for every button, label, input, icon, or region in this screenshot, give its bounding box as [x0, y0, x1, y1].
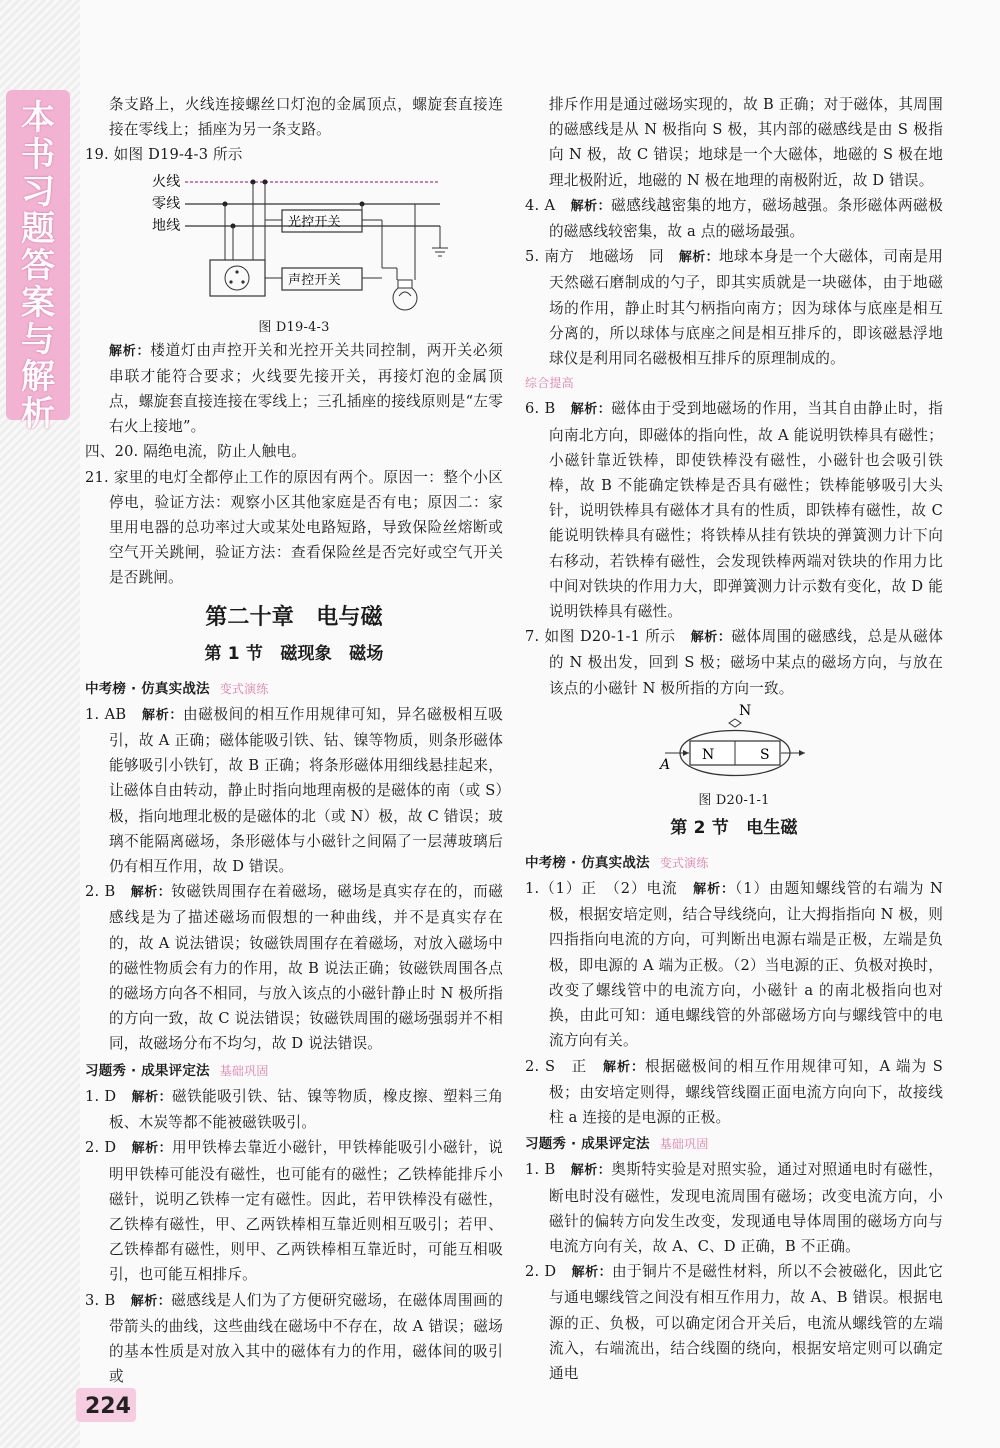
answer-item: 7. 如图 D20-1-1 所示 解析：磁体周围的磁感线，总是从磁体的 N 极出发，回到 S 极；磁场中某点的磁场方向，与放在该点的小磁针 N 极所指的方向一致。	[525, 628, 944, 697]
section-title: 第 2 节 电生磁	[670, 817, 798, 838]
side-char: 与	[21, 320, 55, 360]
answer-item: 1. D 解析：磁铁能吸引铁、钴、镍等物质，橡皮擦、塑料三角板、木炭等都不能被磁铁吸引。	[85, 1087, 503, 1132]
figure-caption: 图 D20-1-1	[698, 792, 770, 808]
q19-heading: 19. 如图 D19-4-3 所示	[85, 146, 243, 164]
answer-item: 2. D 解析：由于铜片不是磁性材料，所以不会被磁化，因此它与通电螺线管之间没有相互作用力，故 A、B 错误。根据电源的正、负极，可以确定闭合开关后，电流从螺线管的左端流入，右端流出，结合线圈的绕向，根据安培定则可以确定通电	[525, 1263, 943, 1382]
answer-item: 1. AB 解析：由磁极间的相互作用规律可知，异名磁极相互吸引，故 A 正确；磁体能吸引铁、钴、镍等物质，则条形磁体能够吸引小铁钉，故 B 正确；将条形磁体用细线悬挂起来，让磁体自由转动，静止时指向地理南极的是磁体的南（或 S）极，指向地理北极的是磁体的北（或 N）极，故 C 错误；玻璃不能隔离磁场，条形磁体与小磁针之间隔了一层薄玻璃后仍有相互作用，故 D 错误。	[85, 705, 504, 876]
circuit-figure	[85, 168, 503, 318]
wire-label-ground: 地线	[152, 217, 181, 234]
page-number: 224	[85, 1394, 131, 1419]
switch-light-label: 光控开关	[288, 214, 341, 230]
point-a-label: A	[660, 756, 671, 773]
side-char: 习	[21, 172, 55, 212]
practice-heading: 习题秀 · 成果评定法 基础巩固	[85, 1062, 269, 1079]
answer-item: 3. B 解析：磁感线是人们为了方便研究磁场，在磁体周围画的带箭头的曲线，这些曲线在磁场中不存在，故 A 错误；磁场的基本性质是对放入其中的磁体有力的作用，磁体间的吸引或	[85, 1291, 503, 1386]
chapter-title: 第二十章 电与磁	[205, 604, 383, 630]
side-char: 解	[21, 357, 55, 397]
practice-heading: 习题秀 · 成果评定法 基础巩固	[525, 1136, 709, 1153]
compass-n-label: N	[739, 702, 752, 719]
figure-caption: 图 D19-4-3	[258, 319, 330, 335]
answer-item: 1. B 解析：奥斯特实验是对照实验，通过对照通电时有磁性，断电时没有磁性，发现电流周围有磁场；改变电流方向，小磁针的偏转方向发生改变，发现通电导体周围的磁场方向与电流方向有关，故 A、C、D 正确，B 不正确。	[525, 1161, 943, 1255]
side-title	[6, 100, 70, 433]
side-char: 书	[21, 135, 55, 175]
switch-sound-label: 声控开关	[288, 272, 341, 288]
practice-tag: 基础巩固	[219, 1063, 269, 1078]
practice-heading: 中考榜 · 仿真实战法 变式演练	[85, 680, 269, 697]
q20-answer: 四、20. 隔绝电流，防止人触电。	[85, 443, 306, 461]
side-char: 题	[21, 209, 55, 249]
magnet-n-label: N	[702, 746, 715, 763]
side-char: 本	[21, 98, 55, 138]
q21-answer: 21. 家里的电灯全都停止工作的原因有两个。原因一：整个小区停电，验证方法：观察小区其他家庭是否有电；原因二：家里用电器的总功率过大或某处电路短路，导致保险丝熔断或空气开关跳闸，验证方法：查看保险丝是否完好或空气开关是否跳闸。	[85, 468, 503, 587]
answer-item: 1.（1）正 （2）电流 解析：（1）由题知螺线管的右端为 N 极，根据安培定则，结合导线绕向，让大拇指指向 N 极，则四指指向电流的方向，可判断出电源右端是正极，左端是负极，即电源的 A 端为正极。（2）当电源的正、负极对换时，改变了螺线管中的电流方向，小磁针 a 的南北极指向也对换，由此可知：通电螺线管的外部磁场方向与螺线管中的电流方向有关。	[525, 880, 943, 1050]
side-char: 答	[21, 246, 55, 286]
section-title: 第 1 节 磁现象 磁场	[204, 643, 384, 664]
practice-tag: 综合提高	[525, 376, 574, 391]
side-char: 析	[21, 394, 55, 434]
q19-analysis: 解析：楼道灯由声控开关和光控开关共同控制，两开关必须串联才能符合要求；火线要先接开关，再接灯泡的金属顶点，螺旋套直接连接在零线上；三孔插座的接线原则是“左零右火上接地”。	[109, 341, 503, 436]
practice-tag: 变式演练	[659, 855, 709, 870]
answer-item: 4. A 解析：磁感线越密集的地方，磁场越强。条形磁体两磁极的磁感线较密集，故 a 点的磁场最强。	[525, 196, 943, 241]
practice-tag: 变式演练	[219, 681, 269, 696]
right-column	[525, 92, 943, 1386]
answer-item: 6. B 解析：磁体由于受到地磁场的作用，当其自由静止时，指向南北方向，即磁体的指向性，故 A 能说明铁棒具有磁性；小磁针靠近铁棒，即使铁棒没有磁性，小磁针也会吸引铁棒，故 B 不能确定铁棒是否具有磁性；铁棒能够吸引大头针，说明铁棒具有磁体才具有的性质，即铁棒有磁性，故 C 能说明铁棒具有磁性；将铁棒从挂有铁块的弹簧测力计下向右移动，若铁棒有磁性，会发现铁棒两端对铁块的作用力比中间对铁块的作用力大，即弹簧测力计示数有变化，故 D 能说明铁棒具有磁性。	[525, 400, 943, 621]
practice-tag: 基础巩固	[659, 1137, 709, 1152]
practice-heading: 中考榜 · 仿真实战法 变式演练	[525, 854, 709, 871]
magnet-s-label: S	[760, 746, 770, 763]
wire-label-fire: 火线	[152, 173, 181, 190]
answer-item: 2. S 正 解析：根据磁极间的相互作用规律可知，A 端为 S 极；由安培定则得，螺线管线圈正面电流方向向下，故接线柱 a 连接的是电源的正极。	[525, 1057, 944, 1126]
right-continuation: 排斥作用是通过磁场实现的，故 B 正确；对于磁体，其周围的磁感线是从 N 极指向 S 极，其内部的磁感线是由 S 极指向 N 极，故 C 错误；地球是一个大磁体，地磁的 S 极在地理北极附近，地磁的 N 极在地理的南极附近，故 D 错误。	[549, 96, 943, 189]
magnet-figure	[525, 701, 943, 791]
side-char: 案	[21, 283, 55, 323]
left-continuation: 条支路上，火线连接螺丝口灯泡的金属顶点，螺旋套直接连接在零线上；插座为另一条支路。	[109, 96, 503, 139]
answer-item: 5. 南方 地磁场 同 解析：地球本身是一个大磁体，司南是用天然磁石磨制成的勺子，即其实质就是一块磁体，由于地磁场的作用，静止时其勺柄指向南方；因为球体与底座是相互分离的，所以球体与底座之间是相互排斥的，即该磁悬浮地球仪是利用同名磁极相互排斥的原理制成的。	[525, 248, 943, 368]
wire-label-zero: 零线	[152, 195, 181, 212]
answer-item: 2. B 解析：钕磁铁周围存在着磁场，磁场是真实存在的，而磁感线是为了描述磁场而假想的一种曲线，并不是真实存在的，故 A 说法错误；钕磁铁周围存在着磁场，对放入磁场中的磁性物质会有力的作用，故 B 说法正确；钕磁铁周围各点的磁场方向各不相同，与放入该点的小磁针静止时 N 极所指的方向一致，故 C 说法错误；钕磁铁周围的磁场强弱并不相同，故磁场分布不均匀，故 D 说法错误。	[85, 883, 503, 1053]
analysis-label: 解析：	[109, 343, 151, 359]
answer-item: 2. D 解析：用甲铁棒去靠近小磁针，甲铁棒能吸引小磁针，说明甲铁棒可能没有磁性，也可能有的磁性；乙铁棒能排斥小磁针，说明乙铁棒一定有磁性。因此，若甲铁棒没有磁性，乙铁棒有磁性，甲、乙两铁棒相互靠近则相互吸引；若甲、乙铁棒都有磁性，则甲、乙两铁棒相互靠近时，可能互相吸引，也可能互相排斥。	[85, 1139, 503, 1284]
left-column	[85, 92, 503, 1389]
